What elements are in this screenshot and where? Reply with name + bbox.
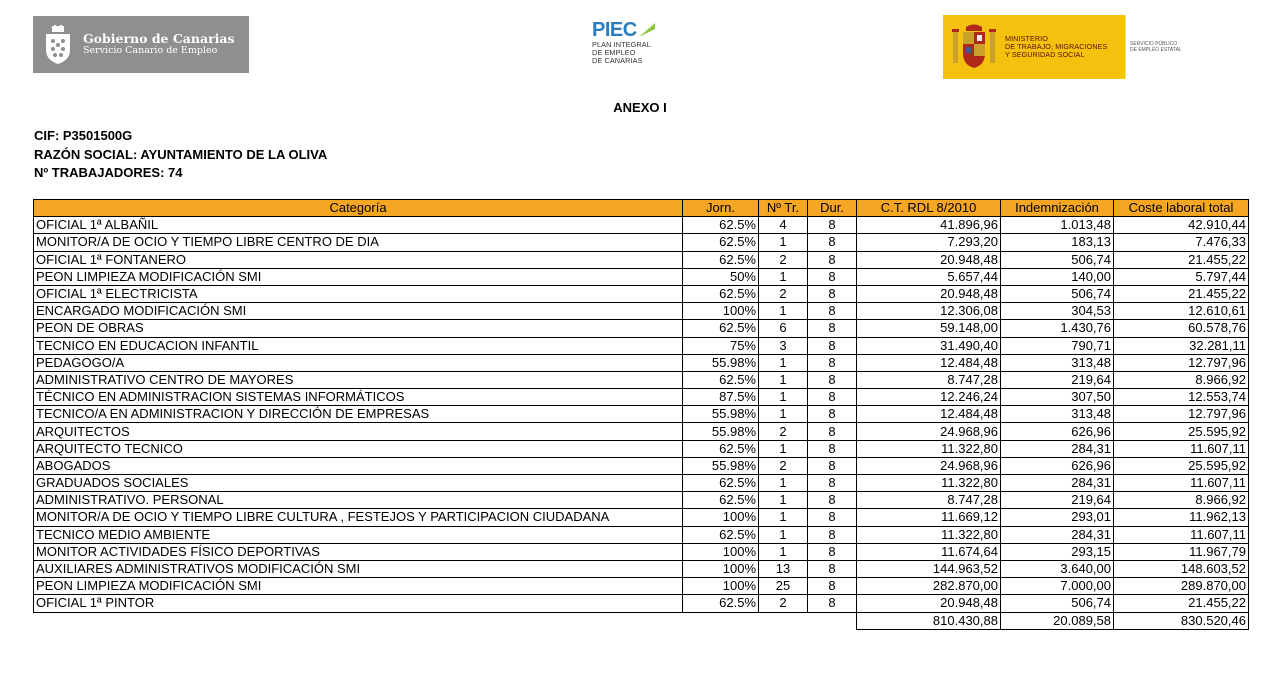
piec-logo-line: DE EMPLEO bbox=[592, 48, 636, 57]
cell-ct-rdl: 24.968,96 bbox=[857, 423, 1001, 440]
cell-duracion: 8 bbox=[808, 492, 857, 509]
table-row bbox=[34, 389, 1249, 406]
cell-jornada: 62.5% bbox=[683, 320, 759, 337]
cell-ct-rdl: 20.948,48 bbox=[857, 595, 1001, 612]
trabajadores-line: Nº TRABAJADORES: 74 bbox=[34, 165, 183, 180]
cell-coste-total: 11.607,11 bbox=[1114, 440, 1249, 457]
table-row bbox=[34, 285, 1249, 302]
cell-indemnizacion: 219,64 bbox=[1001, 492, 1114, 509]
cell-coste-total: 289.870,00 bbox=[1114, 578, 1249, 595]
piec-logo-title: PIEC bbox=[592, 19, 637, 41]
cell-duracion: 8 bbox=[808, 217, 857, 234]
table-row bbox=[34, 371, 1249, 388]
cell-jornada: 100% bbox=[683, 303, 759, 320]
cell-indemnizacion: 1.430,76 bbox=[1001, 320, 1114, 337]
cell-jornada: 100% bbox=[683, 578, 759, 595]
piec-logo bbox=[592, 20, 672, 70]
cell-indemnizacion: 284,31 bbox=[1001, 440, 1114, 457]
spain-coat-of-arms-icon bbox=[951, 23, 997, 71]
cell-indemnizacion: 219,64 bbox=[1001, 371, 1114, 388]
cell-num-trabajadores: 1 bbox=[759, 509, 808, 526]
cell-categoria: MONITOR/A DE OCIO Y TIEMPO LIBRE CENTRO DE DIA bbox=[34, 234, 683, 251]
table-row bbox=[34, 354, 1249, 371]
cell-num-trabajadores: 1 bbox=[759, 543, 808, 560]
cell-duracion: 8 bbox=[808, 303, 857, 320]
cell-categoria: ADMINISTRATIVO. PERSONAL bbox=[34, 492, 683, 509]
total-ct-rdl: 810.430,88 bbox=[857, 612, 1001, 629]
cell-duracion: 8 bbox=[808, 251, 857, 268]
cell-duracion: 8 bbox=[808, 389, 857, 406]
cell-indemnizacion: 1.013,48 bbox=[1001, 217, 1114, 234]
document-title: ANEXO I bbox=[613, 100, 667, 115]
cell-duracion: 8 bbox=[808, 595, 857, 612]
cell-jornada: 55.98% bbox=[683, 406, 759, 423]
cell-jornada: 62.5% bbox=[683, 440, 759, 457]
cell-indemnizacion: 506,74 bbox=[1001, 595, 1114, 612]
ministry-logo-line: Y SEGURIDAD SOCIAL bbox=[1005, 50, 1085, 60]
cell-duracion: 8 bbox=[808, 285, 857, 302]
cell-jornada: 62.5% bbox=[683, 595, 759, 612]
cell-ct-rdl: 282.870,00 bbox=[857, 578, 1001, 595]
cell-jornada: 55.98% bbox=[683, 457, 759, 474]
column-header-duracion: Dur. bbox=[808, 200, 857, 217]
cell-coste-total: 148.603,52 bbox=[1114, 560, 1249, 577]
cell-jornada: 50% bbox=[683, 268, 759, 285]
cell-jornada: 62.5% bbox=[683, 371, 759, 388]
cell-duracion: 8 bbox=[808, 457, 857, 474]
cell-indemnizacion: 626,96 bbox=[1001, 423, 1114, 440]
cell-jornada: 55.98% bbox=[683, 423, 759, 440]
cell-ct-rdl: 20.948,48 bbox=[857, 285, 1001, 302]
cell-coste-total: 60.578,76 bbox=[1114, 320, 1249, 337]
cell-jornada: 87.5% bbox=[683, 389, 759, 406]
cell-jornada: 62.5% bbox=[683, 475, 759, 492]
table-row bbox=[34, 423, 1249, 440]
sepe-logo-line: SERVICIO PÚBLICO bbox=[1130, 41, 1178, 47]
cell-indemnizacion: 7.000,00 bbox=[1001, 578, 1114, 595]
cell-duracion: 8 bbox=[808, 440, 857, 457]
cell-ct-rdl: 12.484,48 bbox=[857, 406, 1001, 423]
cell-categoria: ABOGADOS bbox=[34, 457, 683, 474]
cell-categoria: ENCARGADO MODIFICACIÓN SMI bbox=[34, 303, 683, 320]
cell-indemnizacion: 284,31 bbox=[1001, 526, 1114, 543]
cell-ct-rdl: 7.293,20 bbox=[857, 234, 1001, 251]
cell-ct-rdl: 41.896,96 bbox=[857, 217, 1001, 234]
table-row bbox=[34, 509, 1249, 526]
cell-coste-total: 8.966,92 bbox=[1114, 371, 1249, 388]
cell-num-trabajadores: 13 bbox=[759, 560, 808, 577]
cell-coste-total: 42.910,44 bbox=[1114, 217, 1249, 234]
cell-categoria: MONITOR/A DE OCIO Y TIEMPO LIBRE CULTURA , FESTEJOS Y PARTICIPACION CIUDADANA bbox=[34, 509, 683, 526]
cell-duracion: 8 bbox=[808, 543, 857, 560]
cell-categoria: OFICIAL 1ª FONTANERO bbox=[34, 251, 683, 268]
ministry-logo-line: MINISTERIO bbox=[1005, 33, 1048, 43]
gc-logo-subtitle: Servicio Canario de Empleo bbox=[83, 45, 218, 57]
cell-categoria: PEDAGOGO/A bbox=[34, 354, 683, 371]
table-row bbox=[34, 337, 1249, 354]
cell-coste-total: 11.967,79 bbox=[1114, 543, 1249, 560]
table-row bbox=[34, 217, 1249, 234]
cell-indemnizacion: 506,74 bbox=[1001, 251, 1114, 268]
cell-ct-rdl: 11.669,12 bbox=[857, 509, 1001, 526]
cell-num-trabajadores: 1 bbox=[759, 406, 808, 423]
table-header-row bbox=[34, 200, 1249, 217]
table-row bbox=[34, 251, 1249, 268]
cell-categoria: OFICIAL 1ª ELECTRICISTA bbox=[34, 285, 683, 302]
table-row bbox=[34, 440, 1249, 457]
cell-coste-total: 11.607,11 bbox=[1114, 475, 1249, 492]
cell-coste-total: 12.797,96 bbox=[1114, 354, 1249, 371]
cell-ct-rdl: 8.747,28 bbox=[857, 371, 1001, 388]
table-row bbox=[34, 303, 1249, 320]
cell-ct-rdl: 12.484,48 bbox=[857, 354, 1001, 371]
cell-duracion: 8 bbox=[808, 371, 857, 388]
cell-jornada: 100% bbox=[683, 560, 759, 577]
cell-indemnizacion: 307,50 bbox=[1001, 389, 1114, 406]
cell-num-trabajadores: 1 bbox=[759, 475, 808, 492]
column-header-categoria: Categoría bbox=[34, 200, 683, 217]
cell-duracion: 8 bbox=[808, 320, 857, 337]
table-row bbox=[34, 457, 1249, 474]
cell-num-trabajadores: 1 bbox=[759, 492, 808, 509]
cell-duracion: 8 bbox=[808, 475, 857, 492]
cell-duracion: 8 bbox=[808, 509, 857, 526]
table-row bbox=[34, 492, 1249, 509]
razon-social-line: RAZÓN SOCIAL: AYUNTAMIENTO DE LA OLIVA bbox=[34, 146, 328, 162]
cell-jornada: 62.5% bbox=[683, 217, 759, 234]
cell-indemnizacion: 284,31 bbox=[1001, 475, 1114, 492]
cell-categoria: TECNICO EN EDUCACION INFANTIL bbox=[34, 337, 683, 354]
cell-ct-rdl: 12.306,08 bbox=[857, 303, 1001, 320]
cell-indemnizacion: 304,53 bbox=[1001, 303, 1114, 320]
cell-jornada: 62.5% bbox=[683, 285, 759, 302]
cell-jornada: 100% bbox=[683, 543, 759, 560]
sepe-logo-line: DE EMPLEO ESTATAL bbox=[1130, 47, 1182, 53]
cell-categoria: OFICIAL 1ª ALBAÑIL bbox=[34, 217, 683, 234]
cell-duracion: 8 bbox=[808, 578, 857, 595]
cell-num-trabajadores: 1 bbox=[759, 303, 808, 320]
cell-categoria: PEON LIMPIEZA MODIFICACIÓN SMI bbox=[34, 268, 683, 285]
canarias-coat-of-arms-icon bbox=[43, 25, 73, 65]
cell-num-trabajadores: 4 bbox=[759, 217, 808, 234]
cell-indemnizacion: 313,48 bbox=[1001, 354, 1114, 371]
piec-logo-line: DE CANARIAS bbox=[592, 56, 643, 65]
cell-num-trabajadores: 25 bbox=[759, 578, 808, 595]
cell-num-trabajadores: 1 bbox=[759, 354, 808, 371]
cell-categoria: PEON LIMPIEZA MODIFICACIÓN SMI bbox=[34, 578, 683, 595]
cell-ct-rdl: 20.948,48 bbox=[857, 251, 1001, 268]
cell-coste-total: 8.966,92 bbox=[1114, 492, 1249, 509]
cell-coste-total: 12.610,61 bbox=[1114, 303, 1249, 320]
cell-categoria: AUXILIARES ADMINISTRATIVOS MODIFICACIÓN SMI bbox=[34, 560, 683, 577]
ministry-logo-line: DE TRABAJO, MIGRACIONES bbox=[1005, 41, 1108, 51]
totals-row bbox=[34, 612, 1249, 629]
cell-num-trabajadores: 1 bbox=[759, 389, 808, 406]
table-row bbox=[34, 526, 1249, 543]
cell-ct-rdl: 24.968,96 bbox=[857, 457, 1001, 474]
column-header-num-trabajadores: Nº Tr. bbox=[759, 200, 808, 217]
cell-ct-rdl: 11.322,80 bbox=[857, 475, 1001, 492]
cell-categoria: GRADUADOS SOCIALES bbox=[34, 475, 683, 492]
table-row bbox=[34, 268, 1249, 285]
cell-ct-rdl: 5.657,44 bbox=[857, 268, 1001, 285]
cell-categoria: ARQUITECTOS bbox=[34, 423, 683, 440]
cell-categoria: OFICIAL 1ª PINTOR bbox=[34, 595, 683, 612]
cell-duracion: 8 bbox=[808, 526, 857, 543]
table-row bbox=[34, 406, 1249, 423]
column-header-coste-total: Coste laboral total bbox=[1114, 200, 1249, 217]
cell-coste-total: 5.797,44 bbox=[1114, 268, 1249, 285]
cell-jornada: 100% bbox=[683, 509, 759, 526]
cell-num-trabajadores: 1 bbox=[759, 526, 808, 543]
piec-logo-line: PLAN INTEGRAL bbox=[592, 40, 651, 49]
cell-coste-total: 21.455,22 bbox=[1114, 251, 1249, 268]
cell-coste-total: 11.962,13 bbox=[1114, 509, 1249, 526]
gc-logo-title: Gobierno de Canarias bbox=[83, 31, 235, 47]
cell-categoria: TECNICO MEDIO AMBIENTE bbox=[34, 526, 683, 543]
table-row bbox=[34, 320, 1249, 337]
table-row bbox=[34, 560, 1249, 577]
cell-num-trabajadores: 3 bbox=[759, 337, 808, 354]
cell-coste-total: 12.797,96 bbox=[1114, 406, 1249, 423]
cell-ct-rdl: 12.246,24 bbox=[857, 389, 1001, 406]
cell-categoria: MONITOR ACTIVIDADES FÍSICO DEPORTIVAS bbox=[34, 543, 683, 560]
table-body bbox=[34, 217, 1249, 630]
cell-coste-total: 21.455,22 bbox=[1114, 595, 1249, 612]
cell-num-trabajadores: 2 bbox=[759, 423, 808, 440]
total-coste-total: 830.520,46 bbox=[1114, 612, 1249, 629]
cell-indemnizacion: 313,48 bbox=[1001, 406, 1114, 423]
cell-jornada: 75% bbox=[683, 337, 759, 354]
cell-jornada: 62.5% bbox=[683, 492, 759, 509]
cell-coste-total: 25.595,92 bbox=[1114, 457, 1249, 474]
ministerio-logo bbox=[943, 15, 1191, 79]
cell-num-trabajadores: 1 bbox=[759, 371, 808, 388]
table-row bbox=[34, 234, 1249, 251]
cell-coste-total: 25.595,92 bbox=[1114, 423, 1249, 440]
cell-categoria: TECNICO/A EN ADMINISTRACION Y DIRECCIÓN DE EMPRESAS bbox=[34, 406, 683, 423]
cell-num-trabajadores: 2 bbox=[759, 595, 808, 612]
cell-duracion: 8 bbox=[808, 234, 857, 251]
column-header-ct-rdl: C.T. RDL 8/2010 bbox=[857, 200, 1001, 217]
table-row bbox=[34, 595, 1249, 612]
cell-categoria: ADMINISTRATIVO CENTRO DE MAYORES bbox=[34, 371, 683, 388]
cell-coste-total: 7.476,33 bbox=[1114, 234, 1249, 251]
totals-spacer bbox=[34, 612, 857, 629]
cell-ct-rdl: 11.322,80 bbox=[857, 526, 1001, 543]
cell-num-trabajadores: 2 bbox=[759, 285, 808, 302]
cell-duracion: 8 bbox=[808, 560, 857, 577]
cell-num-trabajadores: 6 bbox=[759, 320, 808, 337]
cell-indemnizacion: 506,74 bbox=[1001, 285, 1114, 302]
cell-ct-rdl: 8.747,28 bbox=[857, 492, 1001, 509]
cell-indemnizacion: 790,71 bbox=[1001, 337, 1114, 354]
cell-categoria: ARQUITECTO TECNICO bbox=[34, 440, 683, 457]
cell-duracion: 8 bbox=[808, 423, 857, 440]
cell-categoria: TÉCNICO EN ADMINISTRACION SISTEMAS INFORMÁTICOS bbox=[34, 389, 683, 406]
cell-ct-rdl: 31.490,40 bbox=[857, 337, 1001, 354]
table-row bbox=[34, 578, 1249, 595]
cell-ct-rdl: 11.674,64 bbox=[857, 543, 1001, 560]
gobierno-canarias-logo bbox=[33, 16, 249, 73]
cell-jornada: 62.5% bbox=[683, 526, 759, 543]
cell-indemnizacion: 626,96 bbox=[1001, 457, 1114, 474]
column-header-jornada: Jorn. bbox=[683, 200, 759, 217]
cell-coste-total: 11.607,11 bbox=[1114, 526, 1249, 543]
cell-num-trabajadores: 1 bbox=[759, 440, 808, 457]
cell-jornada: 55.98% bbox=[683, 354, 759, 371]
cell-jornada: 62.5% bbox=[683, 234, 759, 251]
cell-duracion: 8 bbox=[808, 406, 857, 423]
cell-indemnizacion: 293,15 bbox=[1001, 543, 1114, 560]
entity-info bbox=[34, 127, 327, 183]
cell-num-trabajadores: 2 bbox=[759, 457, 808, 474]
cell-num-trabajadores: 1 bbox=[759, 268, 808, 285]
annex-cost-table bbox=[33, 199, 1249, 630]
cell-indemnizacion: 140,00 bbox=[1001, 268, 1114, 285]
cell-indemnizacion: 3.640,00 bbox=[1001, 560, 1114, 577]
cell-ct-rdl: 11.322,80 bbox=[857, 440, 1001, 457]
cell-categoria: PEON DE OBRAS bbox=[34, 320, 683, 337]
cell-coste-total: 32.281,11 bbox=[1114, 337, 1249, 354]
table-row bbox=[34, 543, 1249, 560]
piec-swoosh-icon bbox=[637, 21, 657, 39]
cell-duracion: 8 bbox=[808, 337, 857, 354]
cell-coste-total: 21.455,22 bbox=[1114, 285, 1249, 302]
cell-indemnizacion: 293,01 bbox=[1001, 509, 1114, 526]
cell-indemnizacion: 183,13 bbox=[1001, 234, 1114, 251]
cif-line: CIF: P3501500G bbox=[34, 128, 133, 143]
cell-num-trabajadores: 1 bbox=[759, 234, 808, 251]
total-indemnizacion: 20.089,58 bbox=[1001, 612, 1114, 629]
cell-num-trabajadores: 2 bbox=[759, 251, 808, 268]
table-row bbox=[34, 475, 1249, 492]
cell-duracion: 8 bbox=[808, 268, 857, 285]
cell-ct-rdl: 144.963,52 bbox=[857, 560, 1001, 577]
column-header-indemnizacion: Indemnización bbox=[1001, 200, 1114, 217]
cell-duracion: 8 bbox=[808, 354, 857, 371]
cell-ct-rdl: 59.148,00 bbox=[857, 320, 1001, 337]
cell-coste-total: 12.553,74 bbox=[1114, 389, 1249, 406]
cell-jornada: 62.5% bbox=[683, 251, 759, 268]
